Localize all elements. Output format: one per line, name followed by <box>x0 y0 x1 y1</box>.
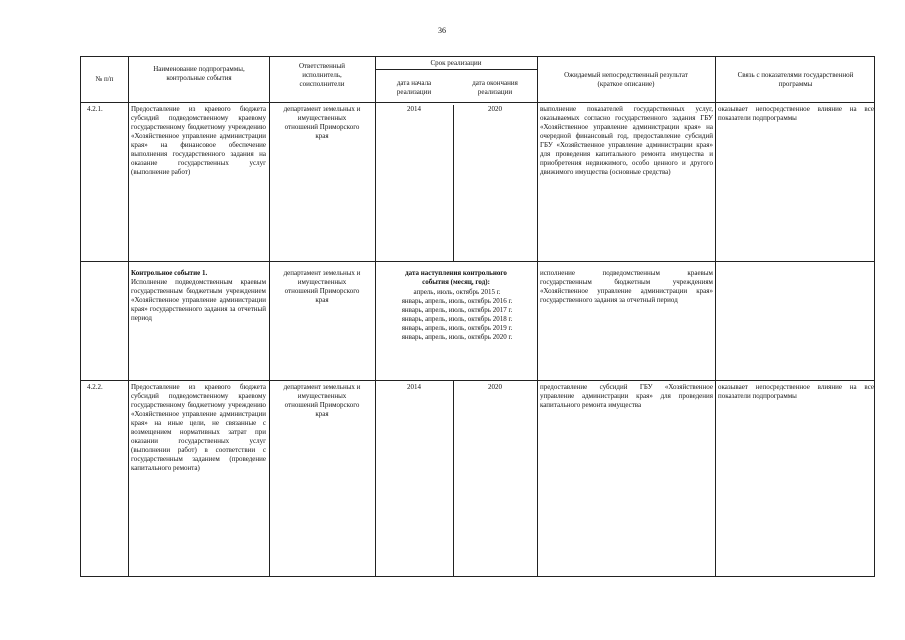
row-name: Предоставление из краевого бюджета субсидий подведомственному краевому государственному бюджетному учреждению «Хозяйственное управление администрации края» на иные цели, не связанные с возмещением нормативных затрат при оказании государственных услуг (выполнении работ) в соответствии с государственным заданием (проведение капитального ремонта) <box>131 383 266 472</box>
col-divider <box>269 57 270 576</box>
header-executor: Ответственный исполнитель, соисполнители <box>298 62 346 88</box>
control-event-title: Контрольное событие 1. <box>131 269 208 277</box>
control-event-dates: апрель, июль, октябрь 2015 г. январь, апрель, июль, октябрь 2016 г. январь, апрель, июль, октябрь 2017 г. январь, апрель, июль, октябрь 2018 г. январь, апрель, июль, октябрь 2019 г. январь, апрель, июль, октябрь 2020 г. <box>401 288 513 341</box>
header-start: дата начала реализации <box>396 79 432 96</box>
page-number: 36 <box>438 26 446 35</box>
header-term: Срок реализации <box>430 59 482 67</box>
row-executor: департамент земельных и имущественных отношений Приморского края <box>283 269 361 304</box>
row-executor: департамент земельных и имущественных отношений Приморского края <box>283 383 361 418</box>
header-name: Наименование подпрограммы, контрольные события <box>153 65 245 82</box>
col-divider <box>715 57 716 576</box>
row-divider <box>81 261 874 262</box>
control-event-dates-title: дата наступления контрольного события (месяц, год): <box>405 269 507 286</box>
row-end: 2020 <box>488 105 502 113</box>
col-divider <box>537 57 538 576</box>
col-divider <box>453 380 454 576</box>
row-result: выполнение показателей государственных услуг, оказываемых согласно государственного задания ГБУ «Хозяйственное управление администрации края» на очередной финансовый год, предоставление субсидий ГБУ «Хозяйственное управление администрации края» для проведения капитального ремонта имущества и приобретения недвижимого, особо ценного и другого движимого имущества (основные средства) <box>540 105 713 176</box>
row-end: 2020 <box>488 383 502 391</box>
row-link: оказывает непосредственное влияние на все показатели подпрограммы <box>718 383 874 400</box>
row-num: 4.2.2. <box>87 383 103 391</box>
row-num: 4.2.1. <box>87 105 103 113</box>
header-result: Ожидаемый непосредственный результат (краткое описание) <box>564 71 688 88</box>
row-name: Предоставление из краевого бюджета субсидий подведомственному краевому государственному бюджетному учреждению «Хозяйственное управление администрации края» на финансовое обеспечение выполнения государственного задания на оказание государственных услуг (выполнение работ) <box>131 105 266 176</box>
row-divider <box>375 69 537 70</box>
row-result: предоставление субсидий ГБУ «Хозяйственное управление администрации края» для проведения капитального ремонта имущества <box>540 383 713 409</box>
col-divider <box>375 57 376 576</box>
header-num: № п/п <box>95 75 114 83</box>
row-link: оказывает непосредственное влияние на все показатели подпрограммы <box>718 105 874 122</box>
header-link: Связь с показателями государственной программы <box>737 71 854 88</box>
header-end: дата окончания реализации <box>472 79 518 96</box>
row-result: исполнение подведомственным краевым государственным бюджетным учреждениям «Хозяйственное управление администрации края» государственного задания за отчетный период <box>540 269 713 304</box>
col-divider <box>453 105 454 261</box>
row-start: 2014 <box>407 105 421 113</box>
row-start: 2014 <box>407 383 421 391</box>
row-executor: департамент земельных и имущественных отношений Приморского края <box>283 105 361 140</box>
control-event-text: Исполнение подведомственным краевым государственным бюджетным учреждением «Хозяйственное управление администрации края» государственного задания за отчетный период <box>131 278 266 322</box>
program-table <box>80 56 875 577</box>
col-divider <box>128 57 129 576</box>
row-divider <box>81 102 874 103</box>
row-divider <box>81 380 874 381</box>
